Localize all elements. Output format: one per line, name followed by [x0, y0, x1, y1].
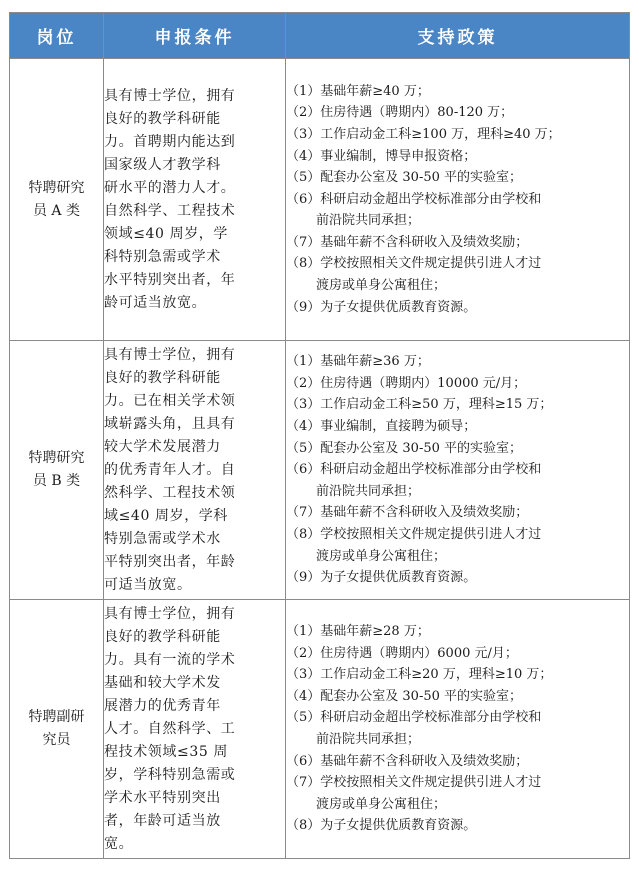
- policy-item: （3）工作启动金工科≥50 万，理科≥15 万；: [286, 397, 553, 413]
- policy-item: 前沿院共同承担；: [316, 213, 421, 229]
- policy-item: （7）基础年薪不含科研收入及绩效奖励；: [286, 505, 529, 521]
- table-row: [10, 341, 630, 600]
- policy-item: （2）住房待遇（聘期内）80-120 万；: [286, 105, 514, 121]
- condition-line: 良好的教学科研能: [104, 628, 221, 645]
- header-conditions: 申报条件: [104, 13, 286, 59]
- policy-item: （6）科研启动金超出学校标准部分由学校和: [286, 191, 542, 207]
- condition-line: 可适当放宽。: [104, 576, 192, 593]
- condition-line: 国家级人才教学科: [104, 156, 221, 173]
- conditions-cell: [104, 600, 286, 859]
- condition-line: 特别急需或学术水: [104, 530, 221, 547]
- position-cell: [10, 600, 104, 859]
- policy-item: （9）为子女提供优质教育资源。: [286, 570, 477, 586]
- position-cell: [10, 59, 104, 341]
- condition-line: 岁，学科特别急需或: [104, 766, 236, 783]
- condition-line: 领域≤40 周岁，学: [104, 225, 228, 242]
- condition-line: 较大学术发展潜力: [104, 438, 221, 455]
- condition-line: 宽。: [104, 835, 134, 852]
- policy-item: （6）科研启动金超出学校标准部分由学校和: [286, 462, 542, 478]
- condition-line: 展潜力的优秀青年: [104, 697, 221, 714]
- policy-item: （4）配套办公室及 30-50 平的实验室；: [286, 688, 523, 704]
- condition-line: 学术水平特别突出: [104, 789, 221, 806]
- header-row: [10, 13, 630, 59]
- condition-line: 科特别急需或学术: [104, 248, 221, 265]
- policy-item: （8）学校按照相关文件规定提供引进人才过: [286, 256, 542, 272]
- condition-line: 良好的教学科研能: [104, 369, 221, 386]
- policy-item: （8）为子女提供优质教育资源。: [286, 818, 477, 834]
- condition-line: 然科学、工程技术领: [104, 484, 236, 501]
- policy-item: （4）事业编制，博导申报资格；: [286, 148, 477, 164]
- header-policies: 支持政策: [286, 13, 630, 59]
- policy-item: 渡房或单身公寓租住；: [316, 796, 447, 812]
- position-label-line: 特聘副研: [28, 709, 85, 725]
- position-label-line: 特聘研究: [28, 450, 85, 466]
- policies-cell: [286, 600, 630, 859]
- policy-item: （3）工作启动金工科≥100 万，理科≥40 万；: [286, 126, 561, 142]
- condition-line: 良好的教学科研能: [104, 110, 221, 127]
- policy-item: 前沿院共同承担；: [316, 483, 421, 499]
- condition-line: 力。已在相关学术领: [104, 392, 236, 409]
- condition-line: 具有博士学位，拥有: [104, 87, 236, 104]
- policy-item: （7）基础年薪不含科研收入及绩效奖励；: [286, 234, 529, 250]
- condition-line: 基础和较大学术发: [104, 674, 221, 691]
- policies-cell: [286, 59, 630, 341]
- position-label-line: 员 A 类: [32, 202, 80, 219]
- policy-item: （1）基础年薪≥36 万；: [286, 354, 430, 370]
- condition-line: 的优秀青年人才。自: [104, 461, 236, 478]
- policy-item: （7）学校按照相关文件规定提供引进人才过: [286, 775, 542, 791]
- header-position: 岗位: [10, 13, 104, 59]
- condition-line: 者，年龄可适当放: [104, 812, 221, 829]
- talent-policy-table: [9, 12, 630, 859]
- condition-line: 力。具有一流的学术: [104, 651, 236, 668]
- policy-item: 渡房或单身公寓租住；: [316, 278, 447, 294]
- position-label-line: 员 B 类: [32, 473, 81, 489]
- condition-line: 人才。自然科学、工: [104, 720, 236, 737]
- policy-item: （5）配套办公室及 30-50 平的实验室；: [286, 170, 523, 186]
- policy-item: （4）事业编制，直接聘为硕导；: [286, 419, 477, 435]
- condition-line: 力。首聘期内能达到: [104, 133, 236, 150]
- policy-item: 前沿院共同承担；: [316, 732, 421, 747]
- position-cell: [10, 341, 104, 600]
- condition-line: 具有博士学位，拥有: [104, 605, 236, 622]
- condition-line: 域崭露头角，且具有: [104, 415, 236, 432]
- table-row: [10, 59, 630, 341]
- policy-item: 渡房或单身公寓租住；: [316, 548, 447, 564]
- policy-item: （3）工作启动金工科≥20 万，理科≥10 万；: [286, 667, 553, 683]
- position-label-line: 特聘研究: [28, 179, 85, 196]
- condition-line: 域≤40 周岁，学科: [104, 507, 228, 524]
- condition-line: 水平特别突出者，年: [104, 271, 236, 288]
- policy-item: （2）住房待遇（聘期内）6000 元/月；: [286, 645, 518, 661]
- condition-line: 龄可适当放宽。: [104, 294, 207, 311]
- policy-item: （8）学校按照相关文件规定提供引进人才过: [286, 526, 542, 542]
- condition-line: 具有博士学位，拥有: [104, 346, 236, 363]
- table-row: [10, 600, 630, 859]
- condition-line: 平特别突出者，年龄: [104, 553, 236, 570]
- policy-item: （9）为子女提供优质教育资源。: [286, 299, 477, 315]
- condition-line: 研水平的潜力人才。: [104, 179, 236, 196]
- position-label-line: 究员: [42, 732, 71, 748]
- conditions-cell: [104, 341, 286, 600]
- condition-line: 程技术领域≤35 周: [104, 743, 228, 760]
- conditions-cell: [104, 59, 286, 341]
- policies-cell: [286, 341, 630, 600]
- condition-line: 自然科学、工程技术: [104, 202, 236, 219]
- policy-item: （1）基础年薪≥28 万；: [286, 624, 430, 640]
- policy-item: （6）基础年薪不含科研收入及绩效奖励；: [286, 753, 529, 769]
- policy-item: （5）配套办公室及 30-50 平的实验室；: [286, 440, 523, 456]
- policy-item: （2）住房待遇（聘期内）10000 元/月；: [286, 375, 527, 391]
- policy-item: （5）科研启动金超出学校标准部分由学校和: [286, 710, 542, 726]
- policy-item: （1）基础年薪≥40 万；: [286, 83, 430, 99]
